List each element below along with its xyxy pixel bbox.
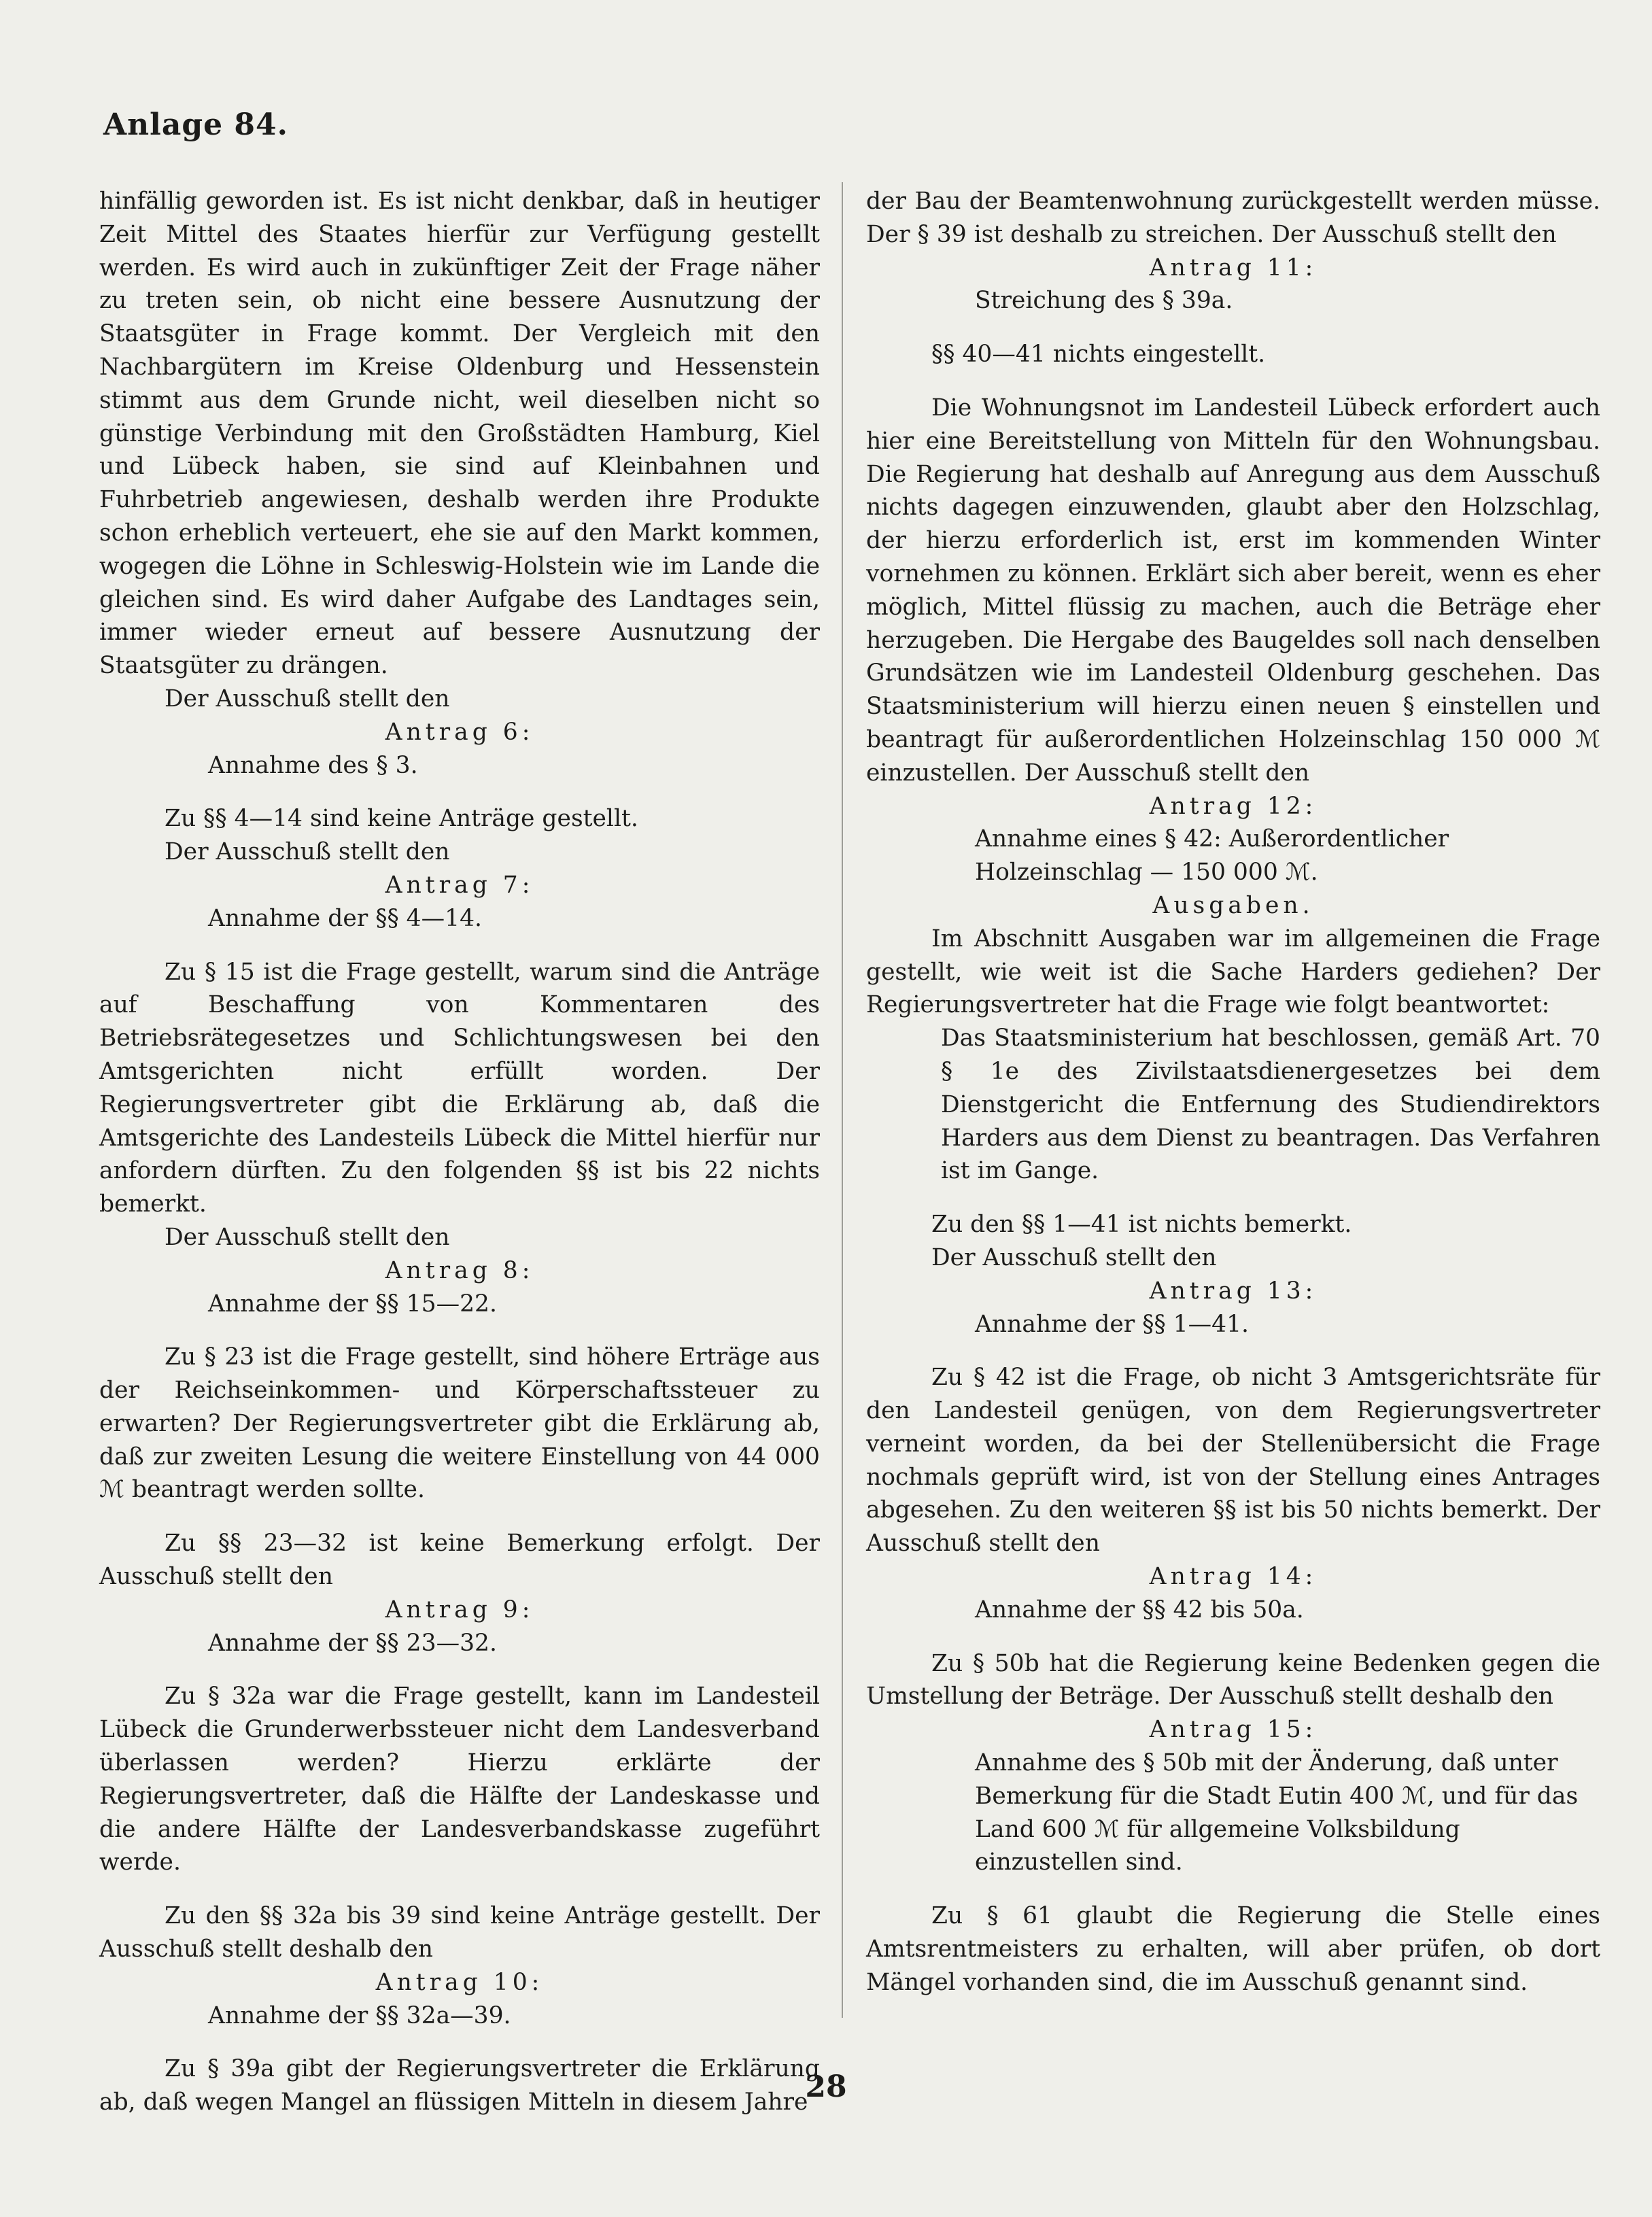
motion-heading: Antrag 7: bbox=[385, 871, 534, 899]
paragraph: der Bau der Beamtenwohnung zurückgestellt werden müsse. Der § 39 ist deshalb zu streichen. Der Ausschuß stellt den bbox=[866, 188, 1600, 248]
paragraph: hinfällig geworden ist. Es ist nicht denkbar, daß in heutiger Zeit Mittel des Staates hierfür zur Verfügung gestellt werden. Es wird auch in zukünftiger Zeit der Frage näher zu treten sein, ob nicht eine bessere Ausnutzung der Staatsgüter in Frage kommt. Der Vergleich mit den Nachbargütern im Kreise Oldenburg und Hessenstein stimmt aus dem Grunde nicht, weil dieselben nicht so günstige Verbindung mit den Großstädten Hamburg, Kiel und Lübeck haben, sie sind auf Kleinbahnen und Fuhrbetrieb angewiesen, deshalb werden ihre Produkte schon erheblich verteuert, ehe sie auf den Markt kommen, wogegen die Löhne in Schleswig-Holstein wie im Lande die gleichen sind. Es wird daher Aufgabe des Landtages sein, immer wieder erneut auf bessere Ausnutzung der Staatsgüter zu drängen. bbox=[99, 188, 820, 680]
page-number: 28 bbox=[805, 2069, 847, 2104]
motion-heading: Antrag 8: bbox=[385, 1256, 534, 1284]
motion-text: Annahme der §§ 1—41. bbox=[975, 1310, 1249, 1338]
motion-text: Annahme eines § 42: Außerordentlicher Holzeinschlag — 150 000 ℳ. bbox=[975, 825, 1449, 887]
paragraph: Zu § 15 ist die Frage gestellt, warum sind die Anträge auf Beschaffung von Kommentaren des Betriebsrätegesetzes und Schlichtungswesen bei den Amtsgerichten nicht erfüllt worden. Der Regierungsvertreter gibt die Erklärung ab, daß die Amtsgerichte des Landesteils Lübeck die Mittel hierfür nur anfordern dürften. Zu den folgenden §§ ist bis 22 nichts bemerkt. bbox=[99, 958, 820, 1218]
section-heading: Ausgaben. bbox=[1152, 891, 1314, 919]
paragraph: Zu § 32a war die Frage gestellt, kann im Landesteil Lübeck die Grunderwerbssteuer nicht dem Landesverband überlassen werden? Hierzu erklärte der Regierungsvertreter, daß die Hälfte der Landeskasse und die andere Hälfte der Landesverbandskasse zugeführt werde. bbox=[99, 1683, 820, 1876]
paragraph: Zu § 42 ist die Frage, ob nicht 3 Amtsgerichtsräte für den Landesteil genügen, von dem Regierungsvertreter verneint worden, da bei der Stellenübersicht die Frage nochmals geprüft wird, ist von der Stellung eines Antrages abgesehen. Zu den weiteren §§ ist bis 50 nichts bemerkt. Der Ausschuß stellt den bbox=[866, 1364, 1600, 1558]
motion-text: Annahme der §§ 15—22. bbox=[208, 1290, 497, 1318]
paragraph: Der Ausschuß stellt den bbox=[931, 1243, 1217, 1271]
paragraph: Der Ausschuß stellt den bbox=[165, 838, 450, 866]
motion-text: Annahme der §§ 4—14. bbox=[208, 904, 482, 932]
motion-heading: Antrag 12: bbox=[1149, 792, 1318, 820]
paragraph: Zu § 23 ist die Frage gestellt, sind höhere Erträge aus der Reichseinkommen- und Körperschaftssteuer zu erwarten? Der Regierungsvertreter gibt die Erklärung ab, daß zur zweiten Lesung die weitere Einstellung von 44 000 ℳ beantragt werden sollte. bbox=[99, 1343, 820, 1504]
paragraph: Zu §§ 4—14 sind keine Anträge gestellt. bbox=[165, 805, 638, 833]
motion-text: Annahme des § 50b mit der Änderung, daß unter Bemerkung für die Stadt Eutin 400 ℳ, und für das Land 600 ℳ für allgemeine Volksbildung einzustellen sind. bbox=[975, 1749, 1579, 1876]
motion-heading: Antrag 11: bbox=[1149, 254, 1318, 281]
motion-heading: Antrag 9: bbox=[385, 1596, 534, 1623]
paragraph: Der Ausschuß stellt den bbox=[165, 1223, 450, 1251]
paragraph: Zu § 61 glaubt die Regierung die Stelle eines Amtsrentmeisters zu erhalten, will aber prüfen, ob dort Mängel vorhanden sind, die im Ausschuß genannt sind. bbox=[866, 1902, 1600, 1996]
motion-text: Streichung des § 39a. bbox=[975, 287, 1233, 315]
motion-heading: Antrag 14: bbox=[1149, 1563, 1318, 1591]
motion-heading: Antrag 6: bbox=[385, 718, 534, 746]
paragraph: Die Wohnungsnot im Landesteil Lübeck erfordert auch hier eine Bereitstellung von Mitteln für den Wohnungsbau. Die Regierung hat deshalb auf Anregung aus dem Ausschuß nichts dagegen einzuwenden, glaubt aber den Holzschlag, der hierzu erforderlich ist, erst im kommenden Winter vornehmen zu können. Erklärt sich aber bereit, wenn es eher möglich, Mittel flüssig zu machen, auch die Beträge eher herzugeben. Die Hergabe des Baugeldes soll nach denselben Grundsätzen wie im Landesteil Oldenburg geschehen. Das Staatsministerium will hierzu einen neuen § einstellen und beantragt für außerordentlichen Holzeinschlag 150 000 ℳ einzustellen. Der Ausschuß stellt den bbox=[866, 394, 1600, 787]
quoted-statement: Das Staatsministerium hat beschlossen, gemäß Art. 70 § 1e des Zivilstaatsdienergesetzes bei dem Dienstgericht die Entfernung des Studiendirektors Harders aus dem Dienst zu beantragen. Das Verfahren ist im Gange. bbox=[941, 1025, 1600, 1185]
left-column bbox=[99, 185, 820, 2119]
page-header: Anlage 84. bbox=[103, 107, 288, 142]
right-column bbox=[866, 185, 1600, 1999]
motion-text: Annahme der §§ 42 bis 50a. bbox=[975, 1596, 1304, 1623]
motion-heading: Antrag 10: bbox=[375, 1968, 544, 1996]
motion-text: Annahme der §§ 32a—39. bbox=[208, 2001, 511, 2029]
paragraph: Zu den §§ 32a bis 39 sind keine Anträge gestellt. Der Ausschuß stellt deshalb den bbox=[99, 1902, 820, 1963]
paragraph: Zu §§ 23—32 ist keine Bemerkung erfolgt. Der Ausschuß stellt den bbox=[99, 1530, 820, 1591]
paragraph: Zu § 50b hat die Regierung keine Bedenken gegen die Umstellung der Beträge. Der Ausschuß stellt deshalb den bbox=[866, 1649, 1600, 1711]
column-divider bbox=[842, 182, 843, 2018]
motion-heading: Antrag 15: bbox=[1149, 1716, 1318, 1744]
motion-text: Annahme des § 3. bbox=[208, 751, 418, 779]
motion-heading: Antrag 13: bbox=[1149, 1277, 1318, 1305]
paragraph: Der Ausschuß stellt den bbox=[165, 685, 450, 712]
paragraph: Im Abschnitt Ausgaben war im allgemeinen die Frage gestellt, wie weit ist die Sache Harders gediehen? Der Regierungsvertreter hat die Frage wie folgt beantwortet: bbox=[866, 925, 1600, 1019]
paragraph: §§ 40—41 nichts eingestellt. bbox=[931, 341, 1266, 368]
motion-text: Annahme der §§ 23—32. bbox=[208, 1629, 497, 1657]
paragraph: Zu § 39a gibt der Regierungsvertreter die Erklärung ab, daß wegen Mangel an flüssigen Mitteln in diesem Jahre bbox=[99, 2055, 820, 2116]
paragraph: Zu den §§ 1—41 ist nichts bemerkt. bbox=[931, 1211, 1352, 1239]
